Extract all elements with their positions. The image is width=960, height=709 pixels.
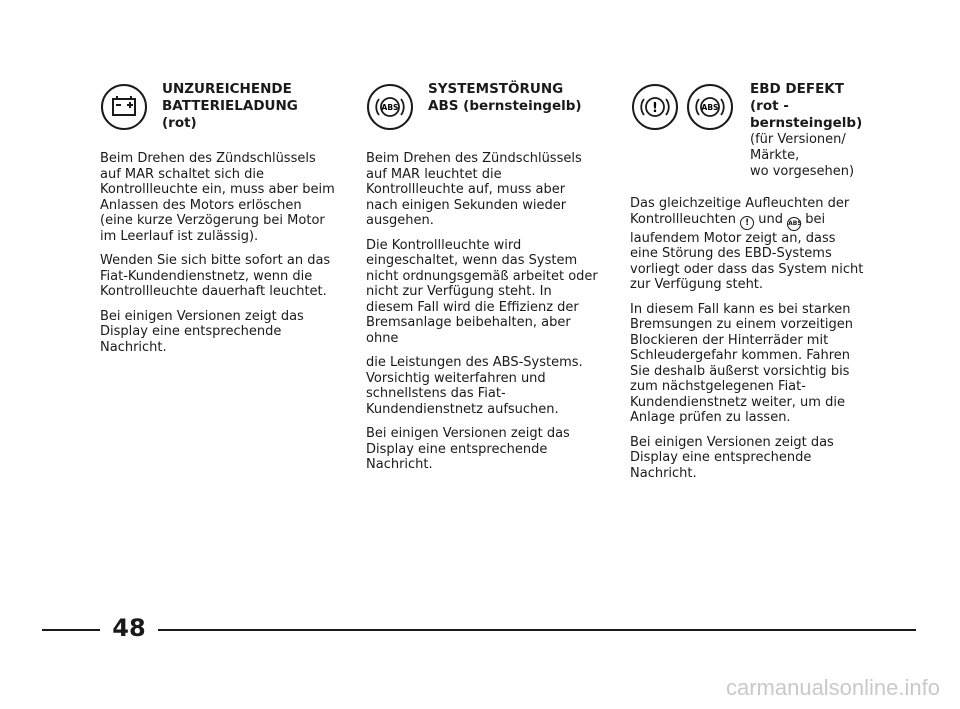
battery-warning-icon [101, 84, 147, 130]
abs-warning-icon [367, 84, 413, 130]
abs-heading: SYSTEMSTÖRUNG ABS (bernsteingelb) [428, 81, 582, 114]
ebd-text-column [630, 196, 866, 490]
ebd-heading-subnote: (für Versionen/ Märkte, wo vorgesehen) [750, 132, 855, 179]
abs-paragraph-3: die Leistungen des ABS-Systems. Vorsichtig weiterfahren und schnellstens das Fiat-Kundendienstnetz aufsuchen. [366, 355, 583, 417]
watermark: carmanualsonline.info [725, 675, 940, 700]
abs-warning-icon-2 [687, 84, 733, 130]
ebd-paragraph-1-end: bei laufendem Motor zeigt an, dass eine Störung des EBD-Systems vorliegt oder dass das System nicht zur Verfügung steht. [630, 211, 864, 292]
ebd-paragraph-2: In diesem Fall kann es bei starken Bremsungen zu einem vorzeitigen Blockieren der Hinterräder mit Schleudergefahr kommen. Fahren Sie deshalb äußerst vorsichtig bis zum nächstgelegenen Fiat-Kundendienstnetz weiter, um die Anlage prüfen zu lassen. [630, 301, 853, 425]
battery-paragraph-2: Wenden Sie sich bitte sofort an das Fiat-Kundendienstnetz, wenn die Kontrollleuchte dauerhaft leuchtet. [100, 253, 331, 299]
battery-heading: UNZUREICHENDE BATTERIELADUNG (rot) [162, 81, 298, 131]
abs-inline-icon: ABS [787, 217, 801, 231]
battery-paragraph-3: Bei einigen Versionen zeigt das Display eine entsprechende Nachricht. [100, 308, 304, 355]
ebd-paragraph-1 [630, 196, 866, 293]
battery-text-column [100, 151, 338, 364]
ebd-paragraph-1-start: Das gleichzeitige Aufleuchten der Kontrollleuchten [630, 196, 850, 227]
abs-text-column [366, 151, 598, 482]
battery-paragraph-1: Beim Drehen des Zündschlüssels auf MAR schaltet sich die Kontrollleuchte ein, muss aber beim Anlassen des Motors erlöschen (eine kurze Verzögerung bei Motor im Leerlauf ist zulässig). [100, 151, 335, 244]
brake-warning-icon [632, 84, 678, 130]
abs-paragraph-4: Bei einigen Versionen zeigt das Display eine entsprechende Nachricht. [366, 426, 570, 472]
footer-rule-right [158, 629, 916, 631]
ebd-heading [750, 81, 862, 180]
page-number: 48 [112, 614, 146, 642]
abs-paragraph-1: Beim Drehen des Zündschlüssels auf MAR leuchtet die Kontrollleuchte auf, muss aber nach einigen Sekunden wieder ausgehen. [366, 151, 582, 228]
ebd-heading-title: EBD DEFEKT (rot - bernsteingelb) [750, 81, 863, 131]
footer-rule-left [42, 629, 100, 631]
brake-inline-icon: ! [740, 216, 754, 230]
abs-paragraph-2: Die Kontrollleuchte wird eingeschaltet, wenn das System nicht ordnungsgemäß arbeitet oder nicht zur Verfügung steht. In diesem Fall wird die Effizienz der Bremsanlage beibehalten, aber ohne [366, 237, 598, 346]
ebd-paragraph-3: Bei einigen Versionen zeigt das Display eine entsprechende Nachricht. [630, 434, 834, 481]
brake-icon-symbol: ! [652, 101, 658, 116]
abs-icon-label: ABS [381, 103, 399, 112]
abs-icon-label-2: ABS [701, 103, 719, 112]
ebd-paragraph-1-and: und [758, 211, 783, 227]
